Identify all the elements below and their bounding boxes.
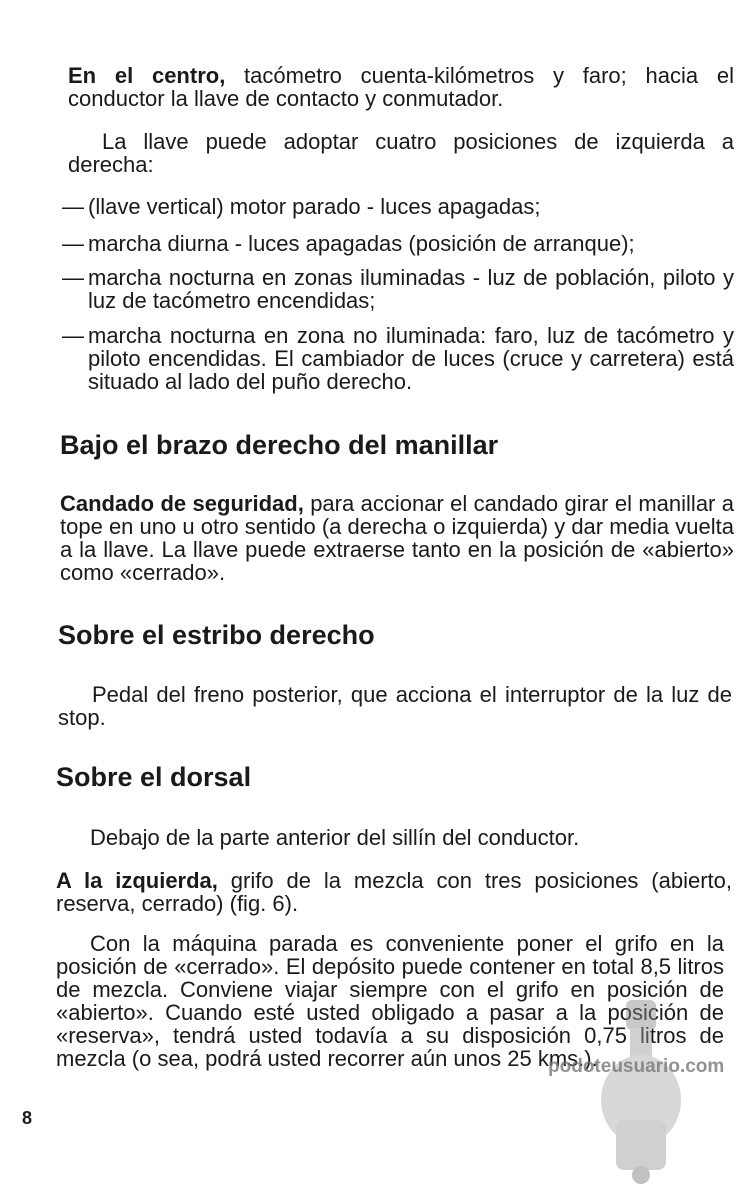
paragraph-izquierda [56,869,732,915]
list-dash: — [62,323,84,348]
page-number: 8 [22,1108,33,1128]
list-item: marcha nocturna en zonas iluminadas - luz de población, piloto y luz de tacómetro encendidas; [88,265,734,313]
paragraph-candado [60,492,734,584]
list-item: marcha diurna - luces apagadas (posición de arranque); [88,231,635,256]
list-item: marcha nocturna en zona no iluminada: faro, luz de tacómetro y piloto encendidas. El cambiador de luces (cruce y carretera) está situado al lado del puño derecho. [88,323,734,394]
heading-estribo: Sobre el estribo derecho [58,620,375,650]
paragraph-debajo: Debajo de la parte anterior del sillín del conductor. [90,825,580,850]
list-dash: — [62,265,84,290]
heading-manillar: Bajo el brazo derecho del manillar [60,430,499,460]
paragraph-en-el-centro [68,64,734,110]
paragraph-llave-intro: La llave puede adoptar cuatro posiciones de izquierda a derecha: [68,129,734,177]
lead-candado: Candado de seguridad, [60,491,304,516]
heading-dorsal: Sobre el dorsal [56,762,252,792]
watermark-text: podoteusuario.com [548,1056,725,1077]
list-dash: — [62,231,84,256]
lead-izquierda: A la izquierda, [56,868,218,893]
text-en-el-centro: tacómetro cuenta-kilómetros y faro; hacia el conductor la llave de contacto y conmutador. [68,63,734,111]
list-dash: — [62,194,84,219]
text-izquierda: grifo de la mezcla con tres posiciones (abierto, reserva, cerrado) (fig. 6). [56,868,732,916]
list-item: (llave vertical) motor parado - luces apagadas; [88,194,541,219]
paragraph-pedal: Pedal del freno posterior, que acciona el interruptor de la luz de stop. [58,682,732,730]
scooter-watermark-icon [596,1000,686,1185]
paragraph-maquina: Con la máquina parada es conveniente poner el grifo en la posición de «cerrado». El depósito puede contener en total 8,5 litros de mezcla. Conviene viajar siempre con el grifo en posición de «abierto». Cuando esté usted obligado a pasar a la posición de «reserva», tendrá usted todavía a su disposición 0,75 litros de mezcla (o sea, podrá usted recorrer aún unos 25 kms.). [56,931,724,1071]
lead-en-el-centro: En el centro, [68,63,226,88]
text-candado: para accionar el candado girar el manillar a tope en uno u otro sentido (a derecha o izquierda) y dar media vuelta a la llave. La llave puede extraerse tanto en la posición de «abierto» como «cerrado». [60,491,734,585]
